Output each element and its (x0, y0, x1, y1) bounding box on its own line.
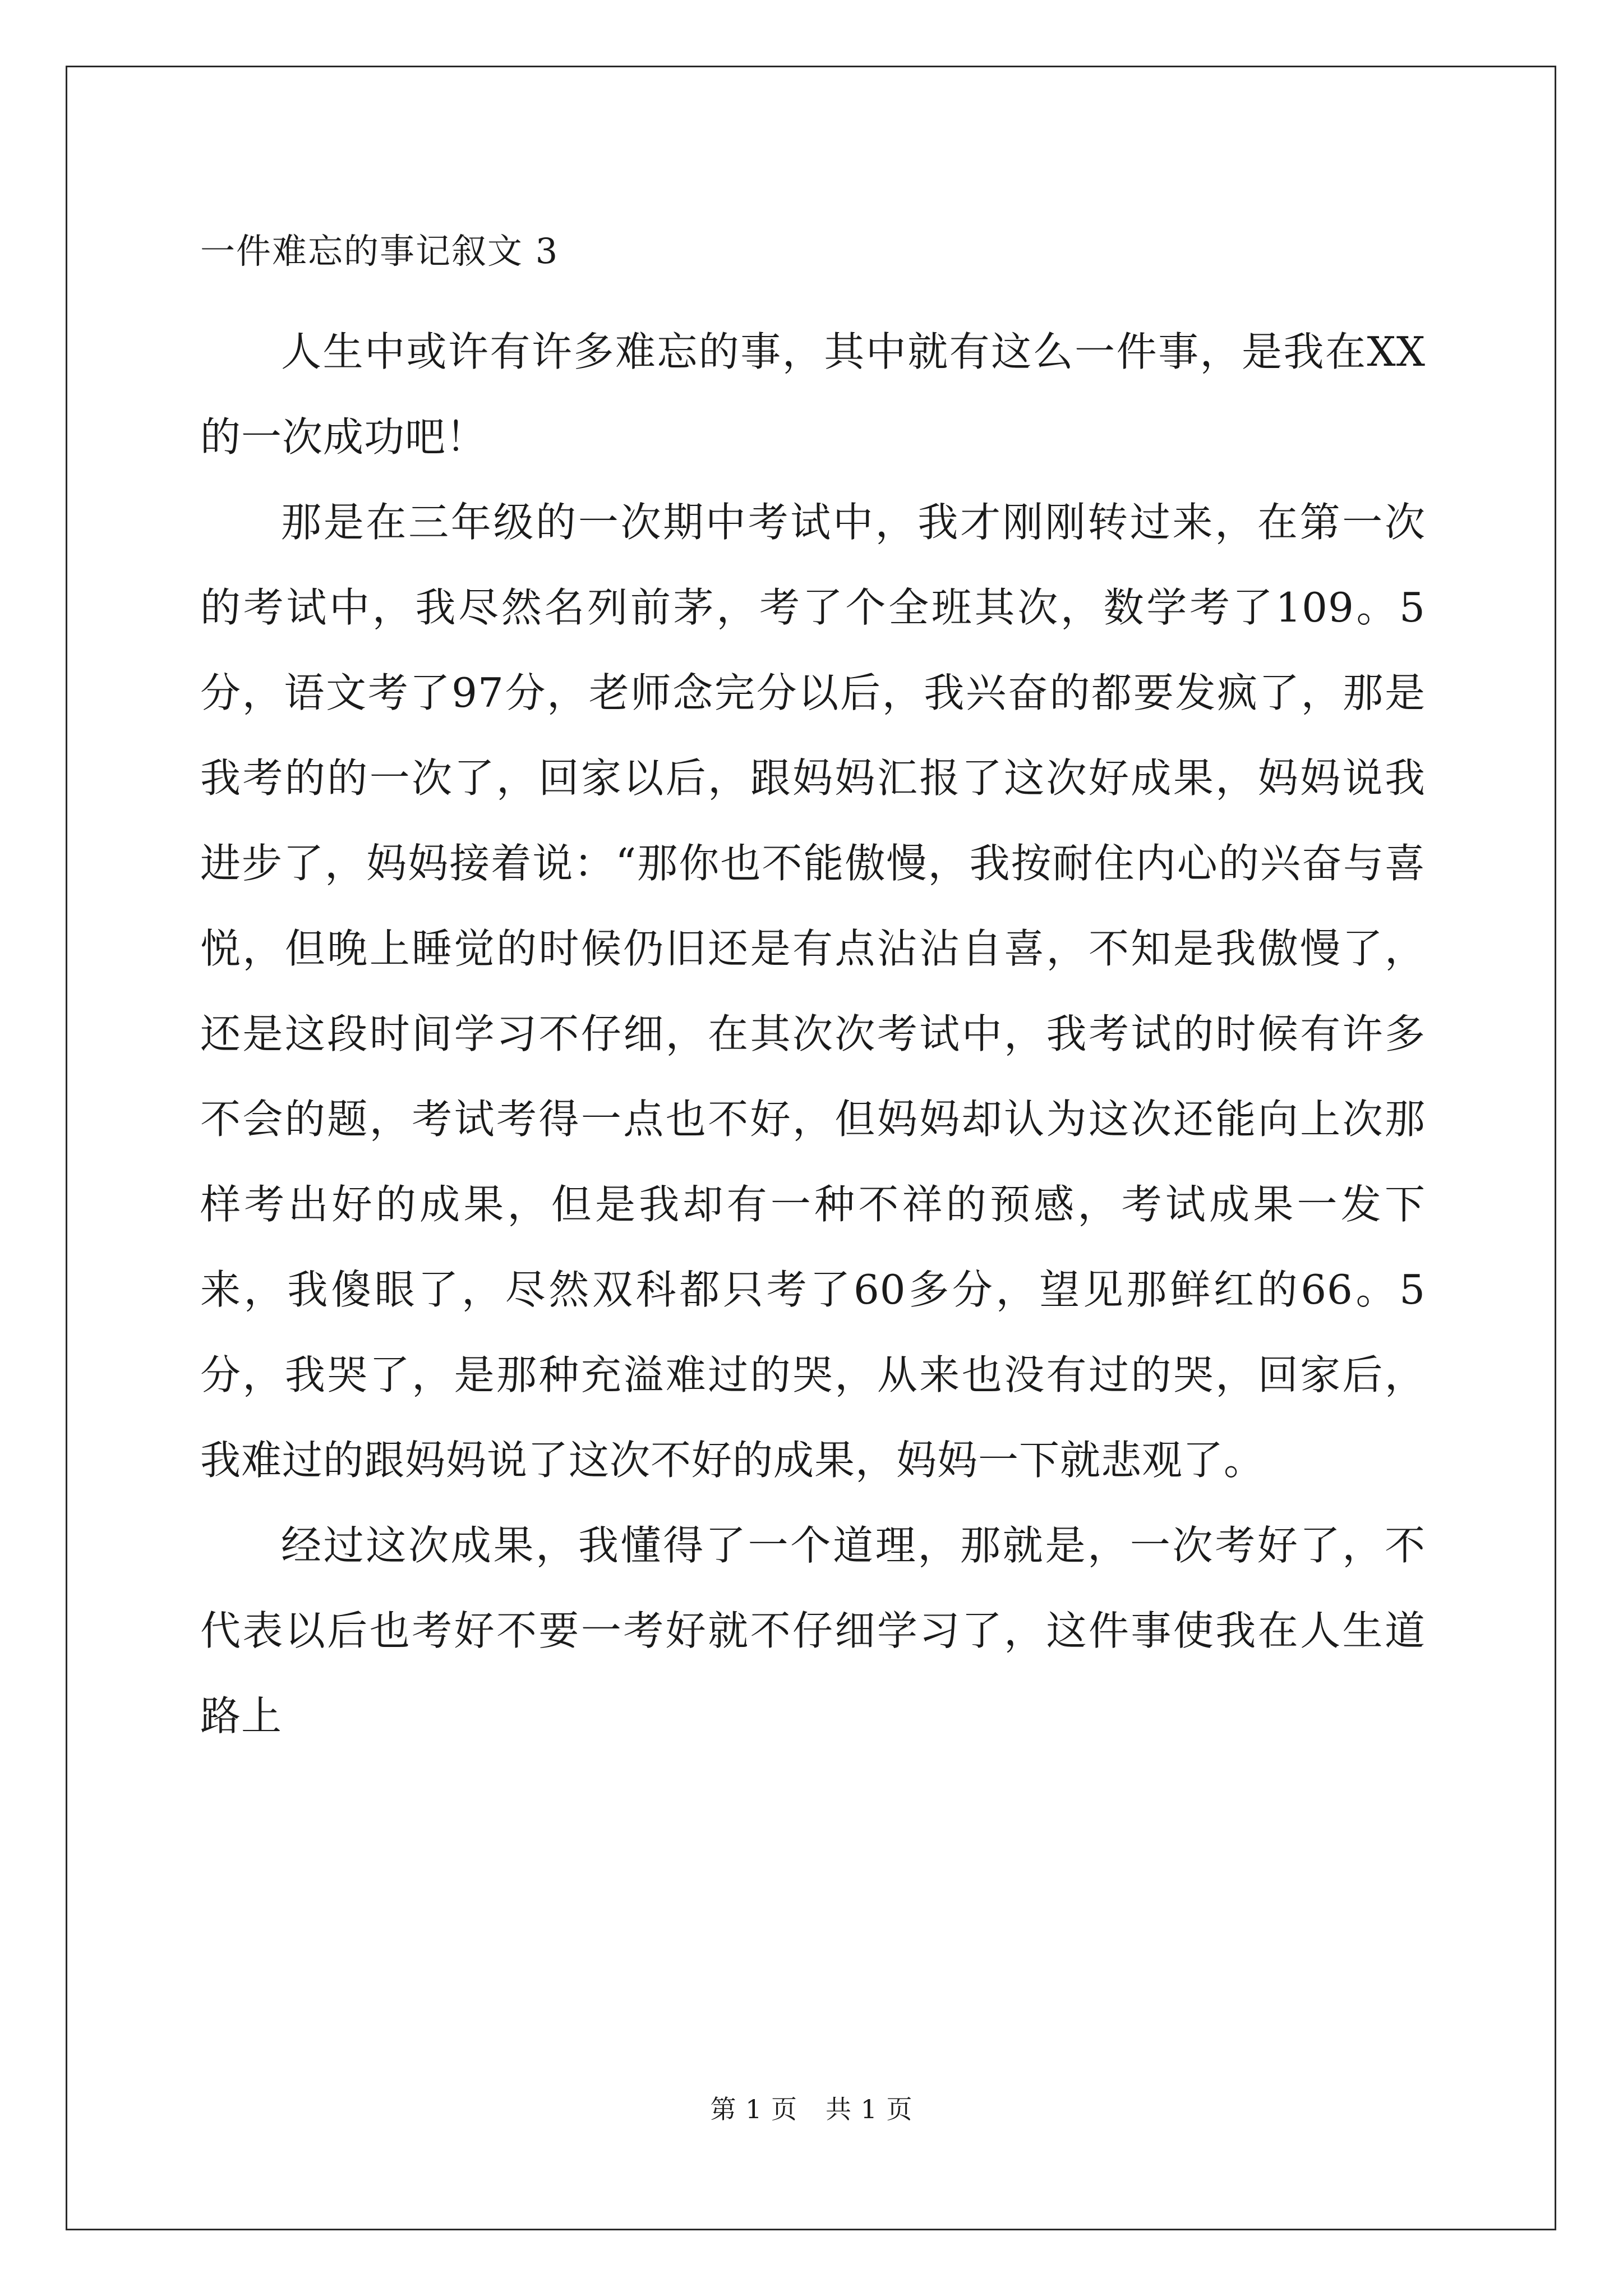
paragraph-2: 那是在三年级的一次期中考试中，我才刚刚转过来，在第一次的考试中，我尽然名列前茅，考了个全班其次，数学考了109。5分，语文考了97分，老师念完分以后，我兴奋的都要发疯了，那是我考的的一次了，回家以后，跟妈妈汇报了这次好成果，妈妈说我进步了，妈妈接着说：“那你也不能傲慢，我按耐住内心的兴奋与喜悦，但晚上睡觉的时候仍旧还是有点沾沾自喜，不知是我傲慢了，还是这段时间学习不仔细，在其次次考试中，我考试的时候有许多不会的题，考试考得一点也不好，但妈妈却认为这次还能向上次那样考出好的成果，但是我却有一种不祥的预感，考试成果一发下来，我傻眼了，尽然双科都只考了60多分，望见那鲜红的66。5分，我哭了，是那种充溢难过的哭，从来也没有过的哭，回家后，我难过的跟妈妈说了这次不好的成果，妈妈一下就悲观了。 (200, 499, 1426, 1484)
paragraph-1: 人生中或许有许多难忘的事，其中就有这么一件事，是我在XX的一次成功吧！ (200, 328, 1426, 461)
page-number: 第 1 页 (710, 2094, 797, 2124)
page-footer (0, 2092, 1623, 2126)
paragraph-3: 经过这次成果，我懂得了一个道理，那就是，一次考好了，不代表以后也考好不要一考好就不仔细学习了，这件事使我在人生道路上 (200, 1522, 1426, 1740)
page-total: 共 1 页 (826, 2094, 913, 2124)
document-body (200, 223, 1426, 1759)
document-title: 一件难忘的事记叙文 3 (200, 231, 559, 272)
